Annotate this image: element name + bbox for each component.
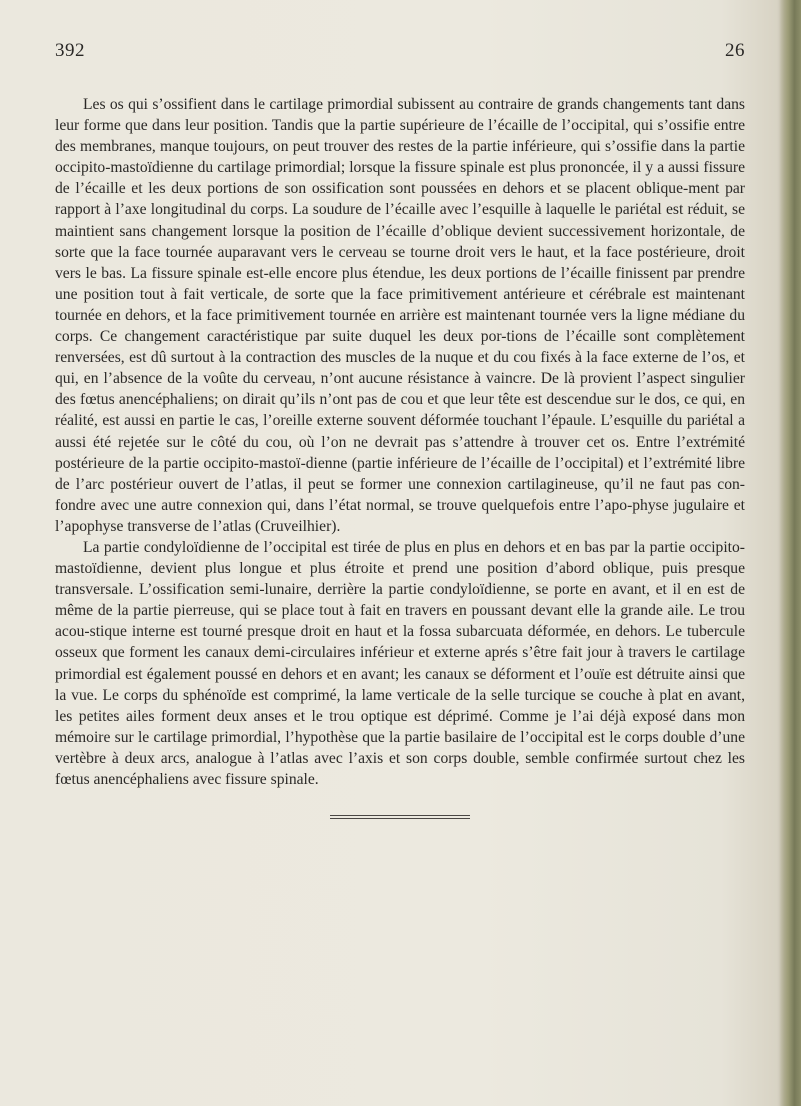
page-header bbox=[55, 40, 745, 70]
page-number-right: 26 bbox=[725, 40, 745, 61]
section-divider-rule-second bbox=[330, 818, 470, 819]
paragraph-1: Les os qui s’ossifient dans le cartilage primordial subissent au contraire de grands changements tant dans leur forme que dans leur position. Tandis que la partie supérieure de l’écaille de l’occipital, qui s’ossifie entre des membranes, manque toujours, on peut trouver des restes de la partie inférieure, qui s’ossifie dans la partie occipito-mastoïdienne du cartilage primordial; lorsque la fissure spinale est plus prononcée, il y a aussi fissure de l’écaille et les deux portions de son ossification sont poussées en dehors et se placent oblique-ment par rapport à l’axe longitudinal du corps. La soudure de l’écaille avec l’esquille à laquelle le pariétal est réduit, se maintient sans changement lorsque la position de l’écaille d’oblique devient successivement horizontale, de sorte que la face tournée auparavant vers le cerveau se tourne droit vers le haut, et la face postérieure, droit vers le bas. La fissure spinale est-elle encore plus étendue, les deux portions de l’écaille finissent par prendre une position tout à fait verticale, de sorte que la face primitivement antérieure et cérébrale est maintenant tournée en dehors, et la face primitivement tournée en arrière est maintenant tournée vers la ligne médiane du corps. Ce changement caractéristique par suite duquel les deux por-tions de l’écaille sont complètement renversées, est dû surtout à la contraction des muscles de la nuque et du cou fixés à la face externe de l’os, et qui, en l’absence de la voûte du cerveau, n’ont aucune résistance à vaincre. De là provient l’aspect singulier des fœtus anencéphaliens; on dirait qu’ils n’ont pas de cou et que leur tête est descendue sur le dos, ce qui, en réalité, est aussi en partie le cas, l’oreille externe souvent déformée touchant l’épaule. L’esquille du pariétal a aussi été rejetée sur le côté du cou, où l’on ne devrait pas s’attendre à trouver cet os. Entre l’extrémité postérieure de la partie occipito-mastoï-dienne (partie inférieure de l’écaille de l’occipital) et l’extrémité libre de l’arc postérieur ouvert de l’atlas, il peut se former une connexion cartilagineuse, qu’il ne faut pas con-fondre avec une autre connexion qui, dans l’état normal, se trouve quelquefois entre l’apo-physe jugulaire et l’apophyse transverse de l’atlas (Cruveilhier). bbox=[55, 96, 745, 535]
page-number-left: 392 bbox=[55, 40, 85, 61]
paragraph-2: La partie condyloïdienne de l’occipital est tirée de plus en plus en dehors et en bas par la partie occipito-mastoïdienne, devient plus longue et plus étroite et prend une position d’abord oblique, puis presque transversale. L’ossification semi-lunaire, derrière la partie condyloïdienne, se porte en avant, et il en est de même de la partie pierreuse, qui se place tout à fait en travers en poussant devant elle la grande aile. Le trou acou-stique interne est tourné presque droit en haut et la fossa subarcuata déformée, en dehors. Le tubercule osseux que forment les canaux demi-circulaires inférieur et externe aprés s’être fait jour à travers le cartilage primordial est également poussé en dehors et en avant; les canaux se déforment et l’ouïe est détruite ainsi que la vue. Le corps du sphénoïde est comprimé, la lame verticale de la selle turcique se couche à plat en avant, les petites ailes forment deux anses et le trou optique est déprimé. Comme je l’ai déjà exposé dans mon mémoire sur le cartilage primordial, l’hypothèse que la partie basilaire de l’occipital est le corps double d’une vertèbre à deux arcs, analogue à l’atlas avec l’axis et son corps double, semble confirmée surtout chez les fœtus anencéphaliens avec fissure spinale. bbox=[55, 538, 745, 788]
page-binding-edge bbox=[779, 0, 801, 1106]
body-text bbox=[55, 94, 745, 790]
section-divider-rule bbox=[330, 815, 470, 816]
